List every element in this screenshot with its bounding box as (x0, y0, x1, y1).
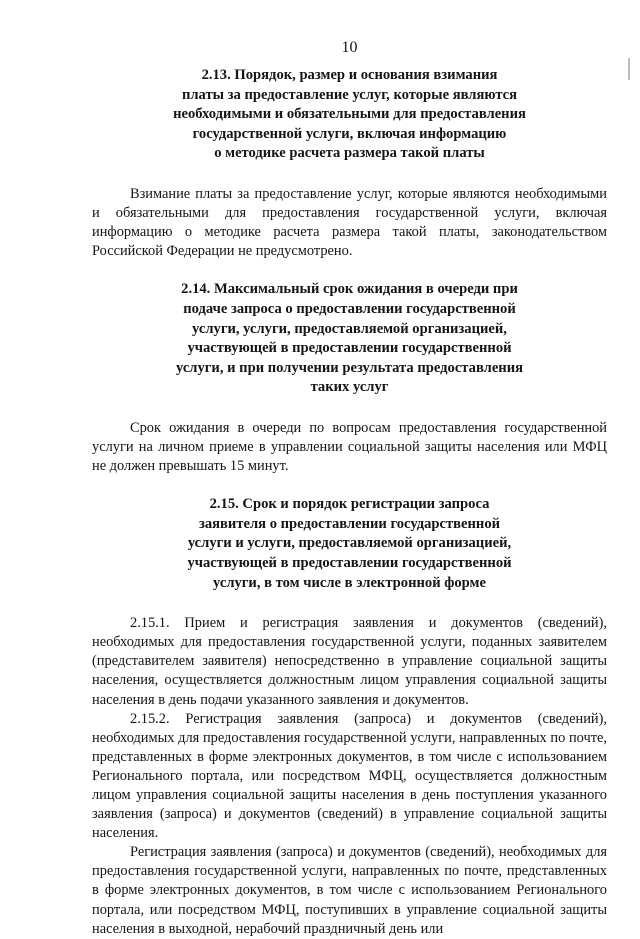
heading-line: платы за предоставление услуг, которые являются (181, 86, 518, 103)
heading-line: 2.14. Максимальный срок ожидания в очереди при (181, 281, 518, 298)
heading-line: 2.13. Порядок, размер и основания взимания (201, 67, 498, 83)
paragraph: 2.15.2. Регистрация заявления (запроса) и документов (сведений), необходимых для предоставления государственной услуги, направленных по почте, представленных в форме электронных документов, в том числе с использованием Регионального портала, или посредством МФЦ, осуществляется должностным лицом управления социальной защиты населения в день поступления указанного заявления (запроса) и документов (сведений) в управление социальной защиты населения. (92, 710, 607, 842)
spacer (92, 261, 607, 280)
heading-line: услуги, в том числе в электронной форме (213, 574, 486, 591)
section-heading-2-14 (92, 280, 607, 398)
paragraph: 2.15.1. Прием и регистрация заявления и документов (сведений), необходимых для предоставления государственной услуги, поданных заявителем (представителем заявителя) непосредственно в управление социальной защиты населения, осуществляется должностным лицом управления социальной защиты населения в день подачи указанного заявления и документов. (92, 615, 607, 708)
heading-line: участвующей в предоставлении государственной (187, 554, 512, 571)
heading-line: необходимыми и обязательными для предоставления (173, 106, 526, 123)
page-number: 10 (341, 39, 358, 56)
spacer (92, 398, 607, 419)
paragraph: Срок ожидания в очереди по вопросам предоставления государственной услуги на личном приеме в управлении социальной защиты населения или МФЦ не должен превышать 15 минут. (92, 419, 607, 475)
heading-line: услуги и услуги, предоставляемой организацией, (187, 535, 512, 552)
section-heading-2-13 (92, 66, 607, 164)
scan-margin-mark (628, 58, 630, 80)
spacer (92, 164, 607, 185)
heading-line: услуги, и при получении результата предоставления (175, 359, 524, 376)
heading-line: заявителя о предоставлении государственной (198, 515, 501, 532)
heading-line: участвующей в предоставлении государственной (187, 340, 512, 357)
heading-line: подаче запроса о предоставлении государственной (183, 300, 516, 317)
paragraph: Взимание платы за предоставление услуг, которые являются необходимыми и обязательными для предоставления государственной услуги, включая информацию о методике расчета размера такой платы, законодательством Российской Федерации не предусмотрено. (92, 185, 607, 260)
heading-line: 2.15. Срок и порядок регистрации запроса (209, 496, 490, 513)
heading-line: таких услуг (310, 379, 389, 396)
paragraph: Регистрация заявления (запроса) и документов (сведений), необходимых для предоставления государственной услуги, направленных по почте, представленных в форме электронных документов, в том числе с использованием Регионального портала, или посредством МФЦ, поступивших в управление социальной защиты населения в выходной, нерабочий праздничный день или (92, 844, 607, 937)
spacer (92, 593, 607, 614)
heading-line: о методике расчета размера такой платы (214, 145, 485, 162)
heading-line: услуги, услуги, предоставляемой организацией, (192, 320, 507, 337)
document-page (92, 38, 607, 939)
heading-line: государственной услуги, включая информацию (192, 125, 507, 142)
spacer (92, 476, 607, 495)
section-heading-2-15 (92, 495, 607, 593)
